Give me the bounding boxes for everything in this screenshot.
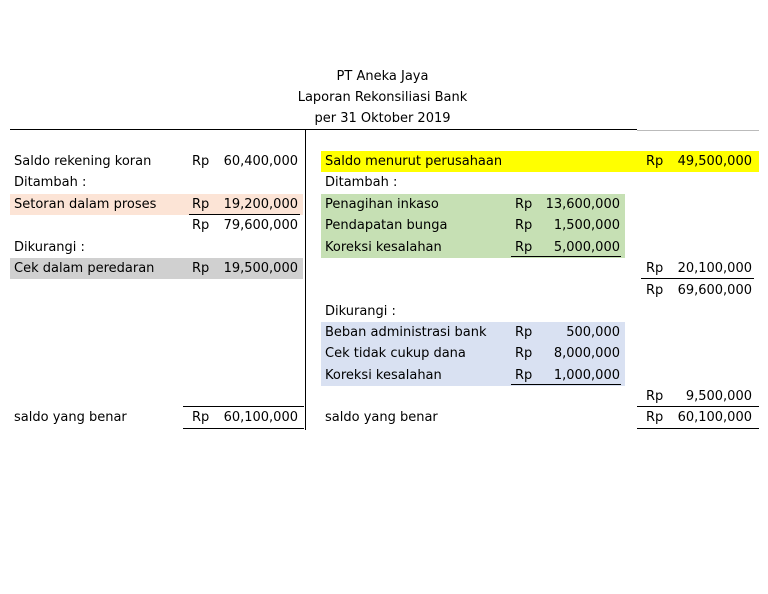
less-item-amount: 500,000: [566, 325, 620, 340]
add-item-amount: 13,600,000: [545, 197, 620, 212]
currency-label: Rp: [192, 218, 210, 233]
report-period: per 31 Oktober 2019: [314, 111, 451, 126]
bank-correct-amount: 60,100,000: [223, 410, 298, 425]
company-correct-bottomline: [637, 428, 759, 429]
currency-label: Rp: [646, 410, 664, 425]
currency-label: Rp: [192, 261, 210, 276]
company-balance-amount: 49,500,000: [677, 154, 752, 169]
company-add-total: 20,100,000: [677, 261, 752, 276]
currency-label: Rp: [646, 283, 664, 298]
currency-label: Rp: [192, 197, 210, 212]
company-correct-label: saldo yang benar: [325, 410, 438, 425]
currency-label: Rp: [515, 197, 533, 212]
bank-correct-label: saldo yang benar: [14, 410, 127, 425]
currency-label: Rp: [646, 154, 664, 169]
t-account-top-line-extension: [637, 130, 759, 131]
deposit-amount: 19,200,000: [223, 197, 298, 212]
add-item-label: Koreksi kesalahan: [325, 240, 442, 255]
less-item-amount: 1,000,000: [553, 368, 620, 383]
less-item-label: Cek tidak cukup dana: [325, 346, 466, 361]
add-item-amount: 5,000,000: [553, 240, 620, 255]
currency-label: Rp: [515, 218, 533, 233]
currency-label: Rp: [515, 325, 533, 340]
company-balance-label: Saldo menurut perusahaan: [325, 154, 503, 169]
t-account-divider: [305, 130, 306, 430]
currency-label: Rp: [192, 410, 210, 425]
bank-less-label: Dikurangi :: [14, 240, 85, 255]
company-add-label: Ditambah :: [325, 175, 398, 190]
currency-label: Rp: [192, 154, 210, 169]
company-name: PT Aneka Jaya: [336, 69, 429, 84]
company-correct-amount: 60,100,000: [677, 410, 752, 425]
deposit-label: Setoran dalam proses: [14, 197, 157, 212]
company-less-label: Dikurangi :: [325, 304, 396, 319]
t-account-top-line: [10, 129, 637, 130]
currency-label: Rp: [515, 240, 533, 255]
add-total-underline: [641, 278, 754, 279]
currency-label: Rp: [515, 368, 533, 383]
bank-subtotal-amount: 79,600,000: [223, 218, 298, 233]
report-title: Laporan Rekonsiliasi Bank: [297, 90, 468, 105]
company-subtotal-amount: 69,600,000: [677, 283, 752, 298]
bank-balance-label: Saldo rekening koran: [14, 154, 152, 169]
currency-label: Rp: [646, 389, 664, 404]
add-items-underline: [511, 256, 621, 257]
bank-balance-amount: 60,400,000: [223, 154, 298, 169]
company-less-total: 9,500,000: [685, 389, 752, 404]
bank-correct-bottomline: [183, 428, 304, 429]
currency-label: Rp: [646, 261, 664, 276]
check-label: Cek dalam peredaran: [14, 261, 155, 276]
add-item-label: Pendapatan bunga: [325, 218, 448, 233]
less-items-underline: [511, 384, 621, 385]
less-item-amount: 8,000,000: [553, 346, 620, 361]
add-item-amount: 1,500,000: [553, 218, 620, 233]
check-amount: 19,500,000: [223, 261, 298, 276]
bank-add-label: Ditambah :: [14, 175, 87, 190]
less-item-label: Beban administrasi bank: [325, 325, 487, 340]
currency-label: Rp: [515, 346, 533, 361]
less-item-label: Koreksi kesalahan: [325, 368, 442, 383]
add-item-label: Penagihan inkaso: [325, 197, 439, 212]
